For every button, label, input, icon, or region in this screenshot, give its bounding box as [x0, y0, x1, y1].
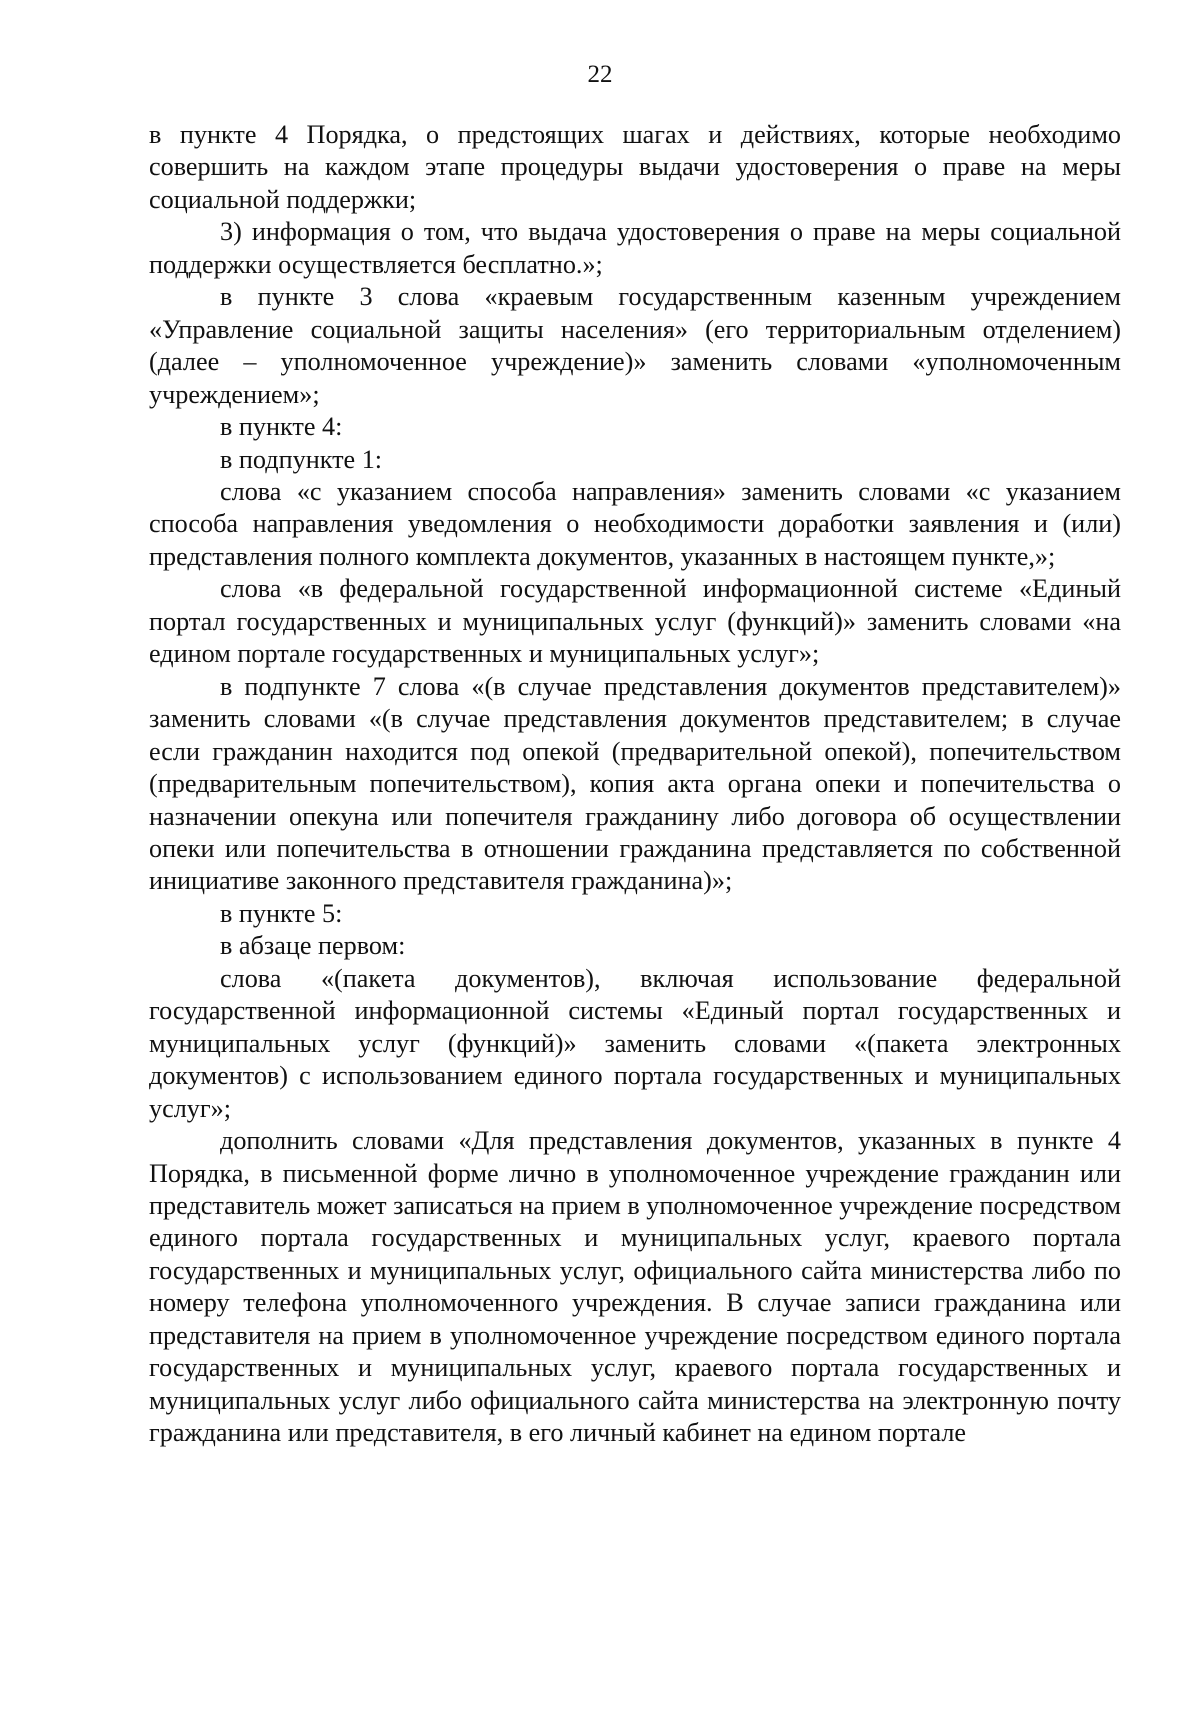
page-number: 22	[587, 61, 613, 88]
paragraph: в пункте 3 слова «краевым государственным казенным учреждением «Управление социальной защиты населения» (его территориальным отделением) (далее – уполномоченное учреждение)» заменить словами «уполномоченным учреждением»;	[149, 282, 1121, 409]
paragraph: дополнить словами «Для представления документов, указанных в пункте 4 Порядка, в письменной форме лично в уполномоченное учреждение гражданин или представитель может записаться на прием в уполномоченное учреждение посредством единого портала государственных и муниципальных услуг, краевого портала государственных и муниципальных услуг, официального сайта министерства либо по номеру телефона уполномоченного учреждения. В случае записи гражданина или представителя на прием в уполномоченное учреждение посредством единого портала государственных и муниципальных услуг, краевого портала государственных и муниципальных услуг либо официального сайта министерства на электронную почту гражданина или представителя, в его личный кабинет на едином портале	[149, 1126, 1121, 1448]
document-body	[149, 119, 1121, 1450]
paragraph: 3) информация о том, что выдача удостоверения о праве на меры социальной поддержки осуществляется бесплатно.»;	[149, 217, 1121, 279]
paragraph: в пункте 4 Порядка, о предстоящих шагах и действиях, которые необходимо совершить на каждом этапе процедуры выдачи удостоверения о праве на меры социальной поддержки;	[149, 120, 1121, 214]
paragraph: слова «с указанием способа направления» заменить словами «с указанием способа направления уведомления о необходимости доработки заявления и (или) представления полного комплекта документов, указанных в настоящем пункте,»;	[149, 476, 1121, 571]
paragraph: в подпункте 1:	[220, 444, 383, 474]
paragraph: слова «(пакета документов), включая использование федеральной государственной информационной системы «Единый портал государственных и муниципальных услуг (функций)» заменить словами «(пакета электронных документов) с использованием единого портала государственных и муниципальных услуг»;	[149, 963, 1121, 1123]
paragraph: слова «в федеральной государственной информационной системе «Единый портал государственных и муниципальных услуг (функций)» заменить словами «на едином портале государственных и муниципальных услуг»;	[149, 574, 1121, 669]
paragraph: в абзаце первом:	[220, 931, 406, 961]
paragraph: в подпункте 7 слова «(в случае представления документов представителем)» заменить словами «(в случае представления документов представителем; в случае если гражданин находится под опекой (предварительной опекой), попечительством (предварительным попечительством), копия акта органа опеки и попечительства о назначении опекуна или попечителя гражданину либо договора об осуществлении опеки или попечительства в отношении гражданина представляется по собственной инициативе законного представителя гражданина)»;	[149, 671, 1121, 896]
paragraph: в пункте 4:	[220, 412, 343, 442]
paragraph: в пункте 5:	[220, 898, 343, 928]
